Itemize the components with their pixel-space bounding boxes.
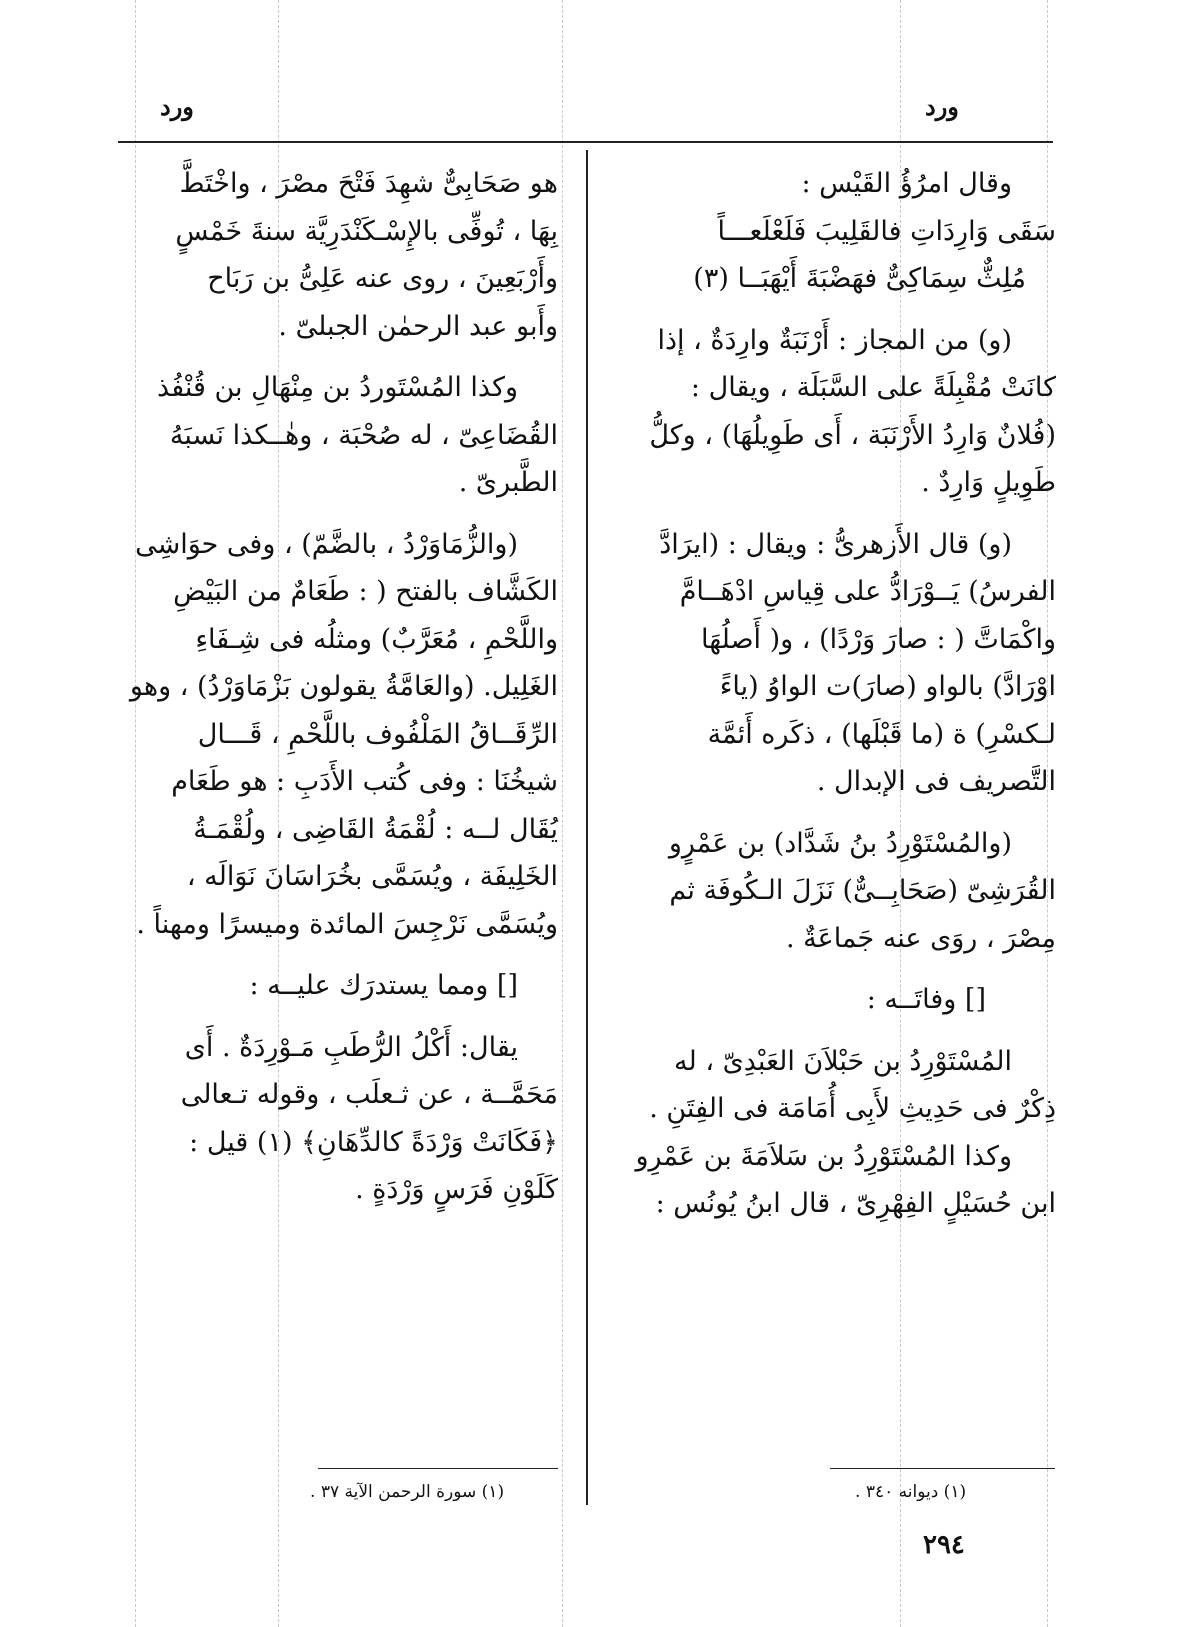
text-line: كانَتْ مُقْبِلَةً على السَّبَلَة ، ويقال : (690, 372, 1056, 403)
text-line: ابن حُسَيْلٍ الفِهْرِىّ ، قال ابنُ يُونُس : (655, 1188, 1056, 1219)
text-line: الغَلِيل. (والعَامَّةُ يقولون بَزْمَاوَرْدُ) ، وهو (129, 671, 558, 702)
text-line: المُسْتَوْرِدُ بن حَبْلاَنَ العَبْدِىّ ، له (674, 1045, 1012, 1077)
text-line: وكذا المُسْتَوْرِدُ بن سَلاَمَةَ بن عَمْرِو (635, 1140, 1012, 1172)
header-rule (118, 141, 1053, 143)
text-line: الخَلِيفَة ، ويُسَمَّى بخُرَاسَانَ نَوَالَه ، (186, 861, 558, 892)
text-line: اوْرَادَّ) بالواو (صارَ)ت الواوُ (ياءً (719, 671, 1056, 702)
text-line: يُقَال لــه : لُقْمَةُ القَاضِى ، ولُقْمَـةُ (193, 813, 558, 845)
text-line: يقال: أَكْلُ الرُّطَبِ مَـوْرِدَةٌ . أَى (184, 1031, 518, 1063)
text-line: الرِّقَــاقُ المَلْفُوف باللَّحْمِ ، قَـــال (197, 718, 558, 750)
text-line: هو صَحَابِىٌّ شهِدَ فَتْحَ مصْرَ ، واخْتَطَّ (179, 168, 558, 199)
text-line: لـكسْرِ) ة (ما قَبْلَها) ، ذكَره أَئمَّة (707, 718, 1056, 750)
text-line: مَحَمَّــة ، عن ثـعلَب ، وقوله تـعالى (180, 1079, 558, 1110)
text-line: (والزُّمَاوَرْدُ ، بالضَّمّ) ، وفى حوَاشِى (135, 528, 518, 560)
page-number: ٢٩٤ (923, 1530, 965, 1560)
text-line: ذِكْرٌ فى حَدِيثِ لأَبِى أُمَامَة فى الفِتَنِ . (649, 1093, 1056, 1124)
text-line: القُضَاعِىّ ، له صُحْبَة ، وهٰــكذا نَسبَهُ (169, 419, 558, 451)
text-line: طَوِيلٍ وَارِدٌ . (921, 467, 1056, 498)
text-line: (والمُسْتَوْرِدُ بنُ شَدَّاد) بن عَمْرٍو (668, 827, 1012, 859)
left-column (118, 160, 558, 1214)
text-line: بِهَا ، تُوفِّى بالإِسْـكَنْدَرِيَّة سنةَ خَمْسٍ (175, 215, 558, 247)
footnote-left: (١) سورة الرحمن الآية ٣٧ . (310, 1482, 505, 1502)
text-line: مِصْرَ ، روَى عنه جَماعَةٌ . (785, 922, 1056, 954)
text-line: القُرَشِىّ (صَحَابِــىٌّ) نَزَلَ الـكُوفَة ثم (669, 875, 1056, 906)
text-line: (و) قال الأَزهرىُّ : ويقال : (ايرَادَّ (659, 528, 1012, 560)
right-column (632, 160, 1056, 1228)
footnote-right: (١) ديوانه ٣٤٠ . (855, 1482, 967, 1502)
section-heading: [] ومما يستدرَك عليــه : (249, 970, 518, 1001)
text-line: وأَبو عبد الرحمٰن الجبلىّ . (278, 310, 558, 342)
text-line: شيخُنَا : وفى كُتب الأَدَبِ : هو طَعَام (171, 766, 558, 797)
text-line: (و) من المجاز : أَرْنَبَةٌ وارِدَةٌ ، إذا (657, 324, 1012, 356)
text-line: ﴿فَكَانَتْ وَرْدَةً كالدِّهَانِ﴾ (١) قيل : (189, 1126, 558, 1158)
text-line: واللَّحْمِ ، مُعَرَّبٌ) ومثلُه فى شِـفَاءِ (195, 623, 558, 655)
text-line: وكذا المُسْتَوردُ بن مِنْهَالِ بن قُنْفُذ (157, 372, 518, 403)
verse-line: سَقَى وَارِدَاتِ فالقَلِيبَ فَلَعْلَعـــاً (717, 215, 1056, 247)
text-line: الطَّبرىّ . (458, 467, 558, 498)
text-line: ويُسَمَّى نَرْجِسَ المائدة وميسرًا ومهناً . (136, 908, 558, 940)
text-line: الفرسُ) يَــوْرَادُّ على قِياسِ ادْهَــامَّ (679, 576, 1056, 607)
text-line: وقال امرُؤُ القَيْس : (801, 168, 1012, 199)
text-line: التَّصريف فى الإبدال . (816, 766, 1056, 797)
text-line: واكْمَاتَّ ( : صارَ وَرْدًا) ، و( أَصلُهَا (700, 623, 1056, 655)
scan-guide-line (562, 0, 563, 1627)
footnote-rule-left (318, 1468, 558, 1469)
column-divider (586, 150, 588, 1505)
running-head-right: ورد (925, 92, 959, 121)
text-line: (فُلانٌ وَارِدُ الأَرْنَبَة ، أَى طَوِيلُهَا) ، وكلُّ (649, 419, 1056, 451)
footnote-rule-right (830, 1468, 1055, 1469)
section-heading: [] وفاتَــه : (866, 984, 986, 1015)
text-line: الكَشَّاف بالفتح ( : طَعَامٌ من البَيْضِ (173, 576, 558, 607)
text-line: كَلَوْنِ فَرَسٍ وَرْدَةٍ . (355, 1174, 558, 1205)
running-head-left: ورد (160, 92, 194, 121)
text-line: وأَرْبَعِينَ ، روى عنه عَلِىُّ بن رَبَاح (207, 263, 558, 294)
verse-line: مُلِثٌّ سِمَاكِىٌّ فهَضْبَةَ أَيْهَبَــا (٣) (693, 263, 1026, 294)
